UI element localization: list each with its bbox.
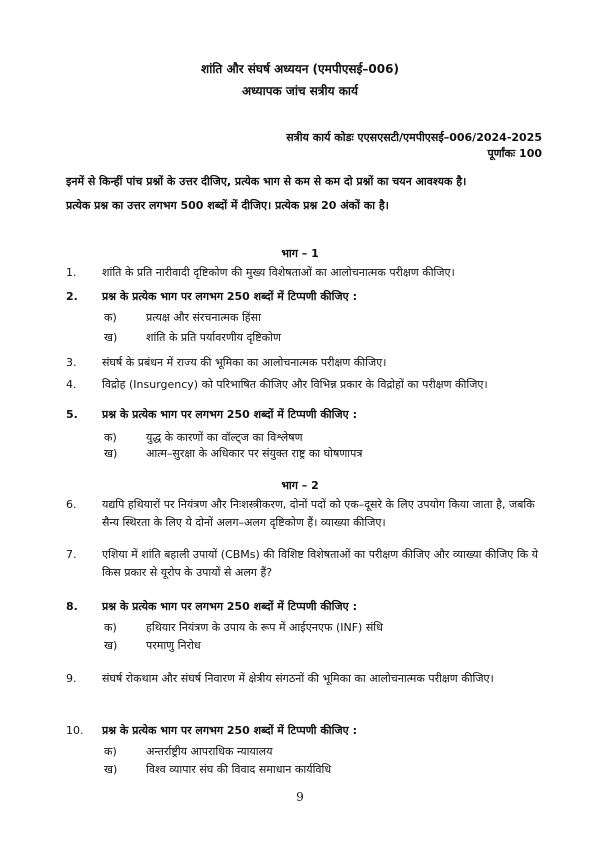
sub-question-text: अन्तर्राष्ट्रीय आपराधिक न्यायालय [146,745,273,758]
question-3 [66,354,550,372]
sub-question-text: परमाणु निरोध [146,639,201,652]
question-4 [66,376,550,394]
document-subtitle: अध्यापक जांच सत्रीय कार्य [241,84,359,98]
question-number: 9. [66,672,77,685]
sub-question-text: हथियार नियंत्रण के उपाय के रूप में आईएनएफ (INF) संधि [146,621,383,634]
question-number: 7. [66,548,77,561]
sub-question-text: प्रत्यक्ष और संरचनात्मक हिंसा [146,311,261,324]
question-number: 6. [66,498,77,511]
sub-question-label: ख) [104,447,118,460]
question-5 [66,406,550,424]
sub-question-label: ख) [104,639,118,652]
question-number: 8. [66,600,78,613]
question-number: 3. [66,356,77,369]
sub-question-text: विश्व व्यापार संघ की विवाद समाधान कार्यविधि [146,763,332,776]
question-text: संघर्ष के प्रबंधन में राज्य की भूमिका का आलोचनात्मक परीक्षण कीजिए। [102,356,387,369]
instruction-line-1: इनमें से किन्हीं पांच प्रश्नों के उत्तर दीजिए, प्रत्येक भाग से कम से कम दो प्रश्नों का चयन आवश्यक है। [66,175,467,188]
assignment-code: सत्रीय कार्य कोडः एएसएसटी/एमपीएसई–006/2024-2025 [286,131,542,144]
question-number: 1. [66,266,77,279]
sub-question-label: ख) [104,331,118,344]
question-text: संघर्ष रोकथाम और संघर्ष निवारण में क्षेत्रीय संगठनों की भूमिका का आलोचनात्मक परीक्षण कीजिए। [102,672,494,685]
question-8 [66,598,550,616]
sub-question-text: शांति के प्रति पर्यावरणीय दृष्टिकोण [146,331,281,344]
question-text: प्रश्न के प्रत्येक भाग पर लगभग 250 शब्दों में टिप्पणी कीजिए : [102,408,357,421]
question-9 [66,670,550,706]
sub-question-label: क) [104,621,117,634]
question-number: 4. [66,378,77,391]
sub-question-label: क) [104,431,117,444]
sub-question-label: क) [104,745,117,758]
document-title: शांति और संघर्ष अध्ययन (एमपीएसई–006) [201,62,399,76]
sub-question-label: क) [104,311,117,324]
total-marks: पूर्णांकः 100 [487,147,542,160]
question-2 [66,288,550,306]
question-text: यद्यपि हथियारों पर नियंत्रण और निःशस्त्रीकरण, दोनों पदों को एक–दूसरे के लिए उपयोग किया जाता है, जबकि सैन्य स्थिरता के लिए ये दोनों अलग–अलग दृष्टिकोण हैं। व्याख्या कीजिए। [102,498,535,529]
question-number: 5. [66,408,78,421]
sub-question-text: युद्ध के कारणों का वॉल्ट्ज का विश्लेषण [146,431,303,444]
question-text: प्रश्न के प्रत्येक भाग पर लगभग 250 शब्दों में टिप्पणी कीजिए : [102,724,357,737]
question-6 [66,496,550,532]
question-text: एशिया में शांति बहाली उपायों (CBMs) की विशिष्ट विशेषताओं का परीक्षण कीजिए और व्याख्या कीजिए कि ये किस प्रकार से यूरोप के उपायों से अलग हैं? [102,548,539,579]
sub-question-text: आत्म–सुरक्षा के अधिकार पर संयुक्त राष्ट्र का घोषणापत्र [146,447,363,460]
question-7 [66,546,550,582]
part-1-heading: भाग – 1 [281,247,319,260]
question-text: विद्रोह (Insurgency) को परिभाषित कीजिए और विभिन्न प्रकार के विद्रोहों का परीक्षण कीजिए। [102,378,488,391]
question-text: प्रश्न के प्रत्येक भाग पर लगभग 250 शब्दों में टिप्पणी कीजिए : [102,600,357,613]
question-text: शांति के प्रति नारीवादी दृष्टिकोण की मुख्य विशेषताओं का आलोचनात्मक परीक्षण कीजिए। [102,266,455,279]
question-text: प्रश्न के प्रत्येक भाग पर लगभग 250 शब्दों में टिप्पणी कीजिए : [102,290,357,303]
page-number: 9 [296,790,304,804]
sub-question-label: ख) [104,763,118,776]
question-10 [66,722,550,740]
instruction-line-2: प्रत्येक प्रश्न का उत्तर लगभग 500 शब्दों में दीजिए। प्रत्येक प्रश्न 20 अंकों का है। [66,199,389,212]
question-number: 2. [66,290,78,303]
part-2-heading: भाग – 2 [281,479,319,492]
question-1 [66,264,550,282]
question-number: 10. [66,724,84,737]
